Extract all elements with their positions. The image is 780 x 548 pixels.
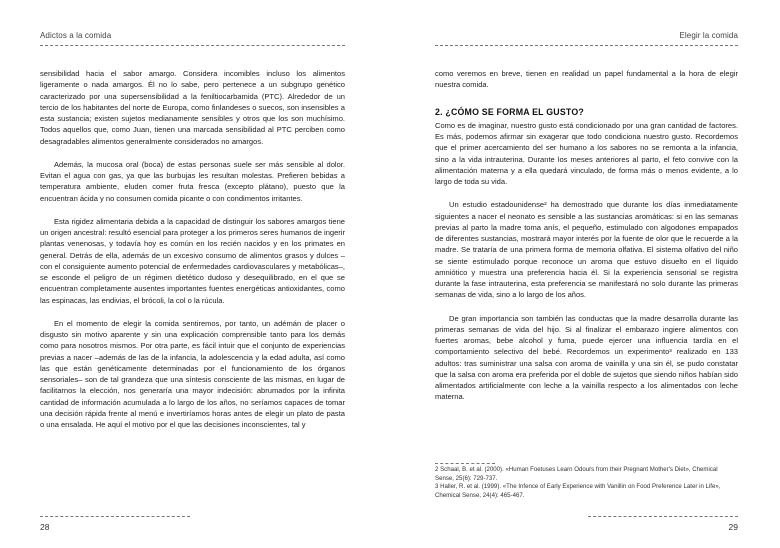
section-heading: 2. ¿CÓMO SE FORMA EL GUSTO?: [435, 106, 584, 117]
footnote: 2 Schaal, B. et al. (2000). «Human Foetuses Learn Odours from their Pregnant Mother's Diet», Chemical Sense, 25(6): 729-737.: [435, 466, 718, 482]
paragraph: Esta rigidez alimentaria debida a la capacidad de distinguir los sabores amargos tiene un origen ancestral: resultó esencial para proteger a los primeros seres humanos de ingerir plantas venenosas, y todavía hoy es común en los recién nacidos y en los primates en general. Detrás de ella, además de un excesivo consumo de alimentos grasos y dulces –con el consiguiente aumento potencial de enfermedades cardiovasculares y metabólicas–, se esconde el peligro de un régimen dietético dudoso y desequilibrado, en el que se encuentran completamente ausentes importantes fuentes energéticas antioxidantes, como las espinacas, las endivias, el brócoli, la col o la rúcula.: [40, 216, 345, 305]
paragraph: Un estudio estadounidense² ha demostrado que durante los días inmediatamente siguientes a nacer el neonato es sensible a las sustancias aromáticas: si en las semanas previas al parto la madre toma anís, el pequeño, estimulado con algodones empapados de diferentes sustancias, mostrará mayor interés por la fuente de olor que le recuerde a la madre. Se trataría de una primera forma de memoria olfativa. El sistema olfativo del niño se siente estimulado porque reconoce un aroma que estuvo disuelto en el líquido amniótico y muestra una preferencia hacia él. Si la experiencia sensorial se registra durante la fase intrauterina, esta preferencia se manifestará no solo durante las primeras semanas de vida, sino a lo largo de los años.: [435, 200, 738, 300]
header-rule: [435, 45, 738, 46]
right-page: [390, 0, 780, 548]
paragraph: De gran importancia son también las conductas que la madre desarrolla durante las primeras semanas de vida del hijo. Si al finalizar el embarazo ingiere alimentos con fuertes aromas, bebe alcohol y fuma, puede ejercer una influencia tardía en el comportamiento selectivo del bebé. Recordemos un experimento³ realizado en 133 adultos: tras suministrar una salsa con aroma de vainilla y una sin él, se pudo constatar que la salsa con aroma era preferida por el doble de sujetos que siendo niños habían sido alimentados artificialmente con leche a la vainilla respecto a los alimentados con leche materna.: [435, 313, 738, 402]
paragraph: como veremos en breve, tienen en realidad un papel fundamental a la hora de elegir nuestra comida.: [435, 69, 738, 90]
footnotes: [435, 466, 738, 500]
page-number: 28: [40, 522, 50, 532]
footer-rule: [40, 516, 190, 517]
running-head: Elegir la comida: [679, 31, 738, 40]
footnote: 3 Haller, R. et al. (1999). «The Infence of Early Experience with Vanillin on Food Preference Later in Life», Chemical Sense, 24(4): 465-467.: [435, 483, 721, 499]
page-number: 29: [728, 522, 738, 532]
paragraph: Como es de imaginar, nuestro gusto está condicionado por una gran cantidad de factores. Es más, podemos afirmar sin exagerar que todo condiciona nuestro gusto. Recordemos que el primer acercamiento del ser humano a los sabores no se remonta a la infancia, sino a la vida intrauterina. Durante los meses anteriores al parto, el feto convive con la alimentación materna y a ella quedará vinculado, de forma más o menos evidente, a lo largo de toda su vida.: [435, 120, 738, 186]
body-text: [40, 68, 345, 442]
paragraph: sensibilidad hacia el sabor amargo. Considera incomibles incluso los alimentos ligeramente o nada amargos. Él no lo sabe, pero pertenece a un subgrupo genético caracterizado por una supersensibilidad a la feniltiocarbamida (PTC). Alrededor de un tercio de los habitantes del norte de Europa, como finlandeses o suecos, son insensibles a esta sustancia; existen sujetos medianamente sensibles y otros que los son muchísimo. Todos aquellos que, como Juan, tienen una marcada sensibilidad al PTC perciben como desagradables alimentos generalmente considerados no amargos.: [40, 69, 345, 146]
paragraph: Además, la mucosa oral (boca) de estas personas suele ser más sensible al dolor. Evitan el agua con gas, ya que las burbujas les resultan molestas. Prefieren bebidas a temperatura ambiente, eluden comer fruta fresca (excepto plátano), puesto que la encuentran ácida y no consumen comida picante o con condimentos irritantes.: [40, 159, 345, 203]
footer-rule: [588, 516, 738, 517]
running-head: Adictos a la comida: [40, 31, 112, 40]
paragraph: En el momento de elegir la comida sentiremos, por tanto, un adémán de placer o disgusto sin motivo aparente y sin una explicación comprensible tanto para los demás como para nosotros mismos. Por otra parte, es fácil intuir que el conjunto de experiencias previas a nacer –además de las de la infancia, la adolescencia y la edad adulta, así como las que están genéticamente determinadas por el funcionamiento de los órganos sensoriales– son de tal grandeza que una síntesis consciente de las mismas, en lugar de facilitarnos la elección, nos generaría una mayor indecisión: abrumados por la infinita cantidad de información acumulada a lo largo de los años, no seríamos capaces de tomar una decisión rápida frente al menú e invertiríamos horas antes de elegir un plato de pasta o una ensalada. He aquí el motivo por el que las decisiones inconscientes, tal y: [40, 318, 345, 429]
header-rule: [40, 45, 345, 46]
footnote-rule: [435, 463, 495, 464]
body-text: [435, 68, 738, 415]
